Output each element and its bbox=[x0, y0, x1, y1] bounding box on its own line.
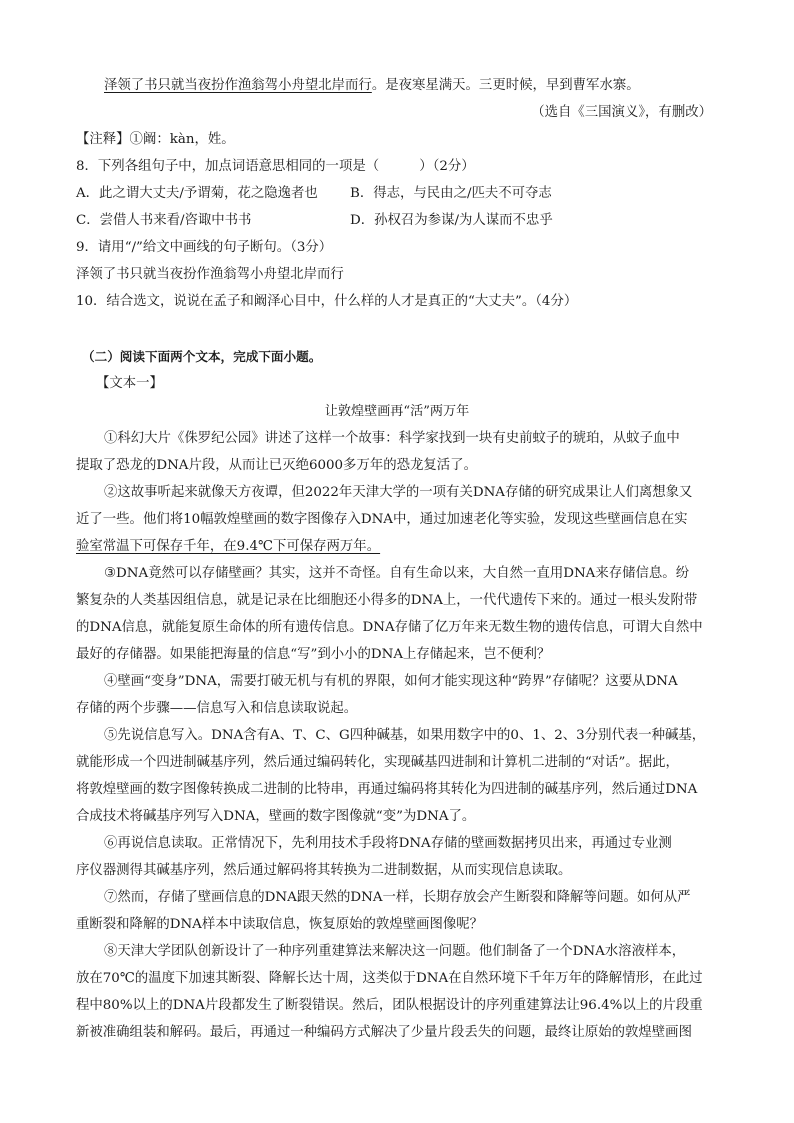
article-line: 的DNA信息，就能复原生命体的所有遗传信息。DNA存储了亿万年来无数生物的遗传信息，可谓大自然中 bbox=[76, 620, 703, 635]
article-line: 程中80%以上的DNA片段都发生了断裂错误。然后，团队根据设计的序列重建算法让96.4%以上的片段重 bbox=[76, 998, 703, 1013]
article-line: 最好的存储器。如果能把海量的信息“写”到小小的DNA上存储起来，岂不便利？ bbox=[76, 647, 551, 662]
passage-ending-rest: 。是夜寒星满天。三更时候，早到曹军水寨。 bbox=[371, 78, 640, 93]
article-line: 新被准确组装和解码。最后，再通过一种编码方式解决了少量片段丢失的问题，最终让原始的敦煌壁画图 bbox=[76, 1025, 692, 1040]
article-line: ⑦然而，存储了壁画信息的DNA跟天然的DNA一样，长期存放会产生断裂和降解等问题。如何从严 bbox=[104, 890, 691, 905]
question-10: 10．结合选文，说说在孟子和阚泽心目中，什么样的人才是真正的“大丈夫”。（4分） bbox=[76, 294, 578, 309]
annotation-note: 【注释】①阚：kàn，姓。 bbox=[76, 132, 235, 147]
option-d: D．孙权召为参谋/为人谋而不忠乎 bbox=[350, 213, 553, 228]
option-b: B．得志，与民由之/匹夫不可夺志 bbox=[350, 186, 552, 201]
article-line: 序仪器测得其碱基序列，然后通过解码将其转换为二进制数据，从而实现信息读取。 bbox=[76, 863, 572, 878]
article-line: 将敦煌壁画的数字图像转换成二进制的比特串，再通过编码将其转化为四进制的碱基序列，然后通过DNA bbox=[76, 782, 698, 797]
article-line: 繁复杂的人类基因组信息，就是记录在比细胞还小得多的DNA上，一代代遗传下来的。通过一根头发附带 bbox=[76, 593, 698, 608]
option-a: A．此之谓大丈夫/予谓菊，花之隐逸者也 bbox=[76, 186, 318, 201]
article-line: 重断裂和降解的DNA样本中读取信息，恢复原始的敦煌壁画图像呢？ bbox=[76, 917, 484, 932]
underlined-sentence: 泽领了书只就当夜扮作渔翁驾小舟望北岸而行 bbox=[104, 78, 372, 93]
question-9: 9．请用“/”给文中画线的句子断句。（3分） bbox=[76, 240, 333, 255]
option-c: C．尝借人书来看/咨诹中书书 bbox=[76, 213, 252, 228]
article-line: 放在70℃的温度下加速其断裂、降解长达十周，这类似于DNA在自然环境下千年万年的降解情形，在此过 bbox=[76, 971, 703, 986]
article-line: 提取了恐龙的DNA片段，从而让已灭绝6000多万年的恐龙复活了。 bbox=[76, 458, 477, 473]
article-line-underlined: 验室常温下可保存千年，在9.4℃下可保存两万年。 bbox=[76, 539, 381, 554]
article-line: 就能形成一个四进制碱基序列，然后通过编码转化，实现碱基四进制和计算机二进制的“对话”。据此， bbox=[76, 755, 679, 770]
article-line: ⑥再说信息读取。正常情况下，先利用技术手段将DNA存储的壁画数据拷贝出来，再通过专业测 bbox=[104, 836, 672, 851]
question-8: 8．下列各组句子中，加点词语意思相同的一项是（ ）（2分） bbox=[76, 159, 475, 174]
article-title: 让敦煌壁画再“活”两万年 bbox=[324, 404, 470, 419]
article-line: ①科幻大片《侏罗纪公园》讲述了这样一个故事：科学家找到一块有史前蚊子的琥珀，从蚊子血中 bbox=[104, 431, 680, 446]
passage-ending-line bbox=[104, 77, 640, 95]
text-one-label: 【文本一】 bbox=[96, 376, 163, 391]
section-heading: （二）阅读下面两个文本，完成下面小题。 bbox=[82, 349, 322, 364]
article-line: 近了一些。他们将10幅敦煌壁画的数字图像存入DNA中，通过加速老化等实验，发现这些壁画信息在实 bbox=[76, 512, 688, 527]
article-line: ⑤先说信息写入。DNA含有A、T、C、G四种碱基，如果用数字中的0、1、2、3分别代表一种碱基， bbox=[104, 728, 706, 743]
source-citation: （选自《三国演义》，有删改） bbox=[531, 105, 712, 120]
article-line: 合成技术将碱基序列写入DNA，壁画的数字图像就“变”为DNA了。 bbox=[76, 809, 476, 824]
article-line: ②这故事听起来就像天方夜谭，但2022年天津大学的一项有关DNA存储的研究成果让人们离想象又 bbox=[104, 485, 693, 500]
question-9-sentence: 泽领了书只就当夜扮作渔翁驾小舟望北岸而行 bbox=[76, 267, 344, 282]
article-line: ④壁画“变身”DNA，需要打破无机与有机的界限，如何才能实现这种“跨界”存储呢？这要从DNA bbox=[104, 674, 678, 689]
article-line: 存储的两个步骤——信息写入和信息读取说起。 bbox=[76, 701, 358, 716]
article-line: ⑧天津大学团队创新设计了一种序列重建算法来解决这一问题。他们制备了一个DNA水溶液样本， bbox=[104, 944, 686, 959]
article-line: ③DNA竟然可以存储壁画？其实，这并不奇怪。自有生命以来，大自然一直用DNA来存储信息。纷 bbox=[104, 566, 690, 581]
